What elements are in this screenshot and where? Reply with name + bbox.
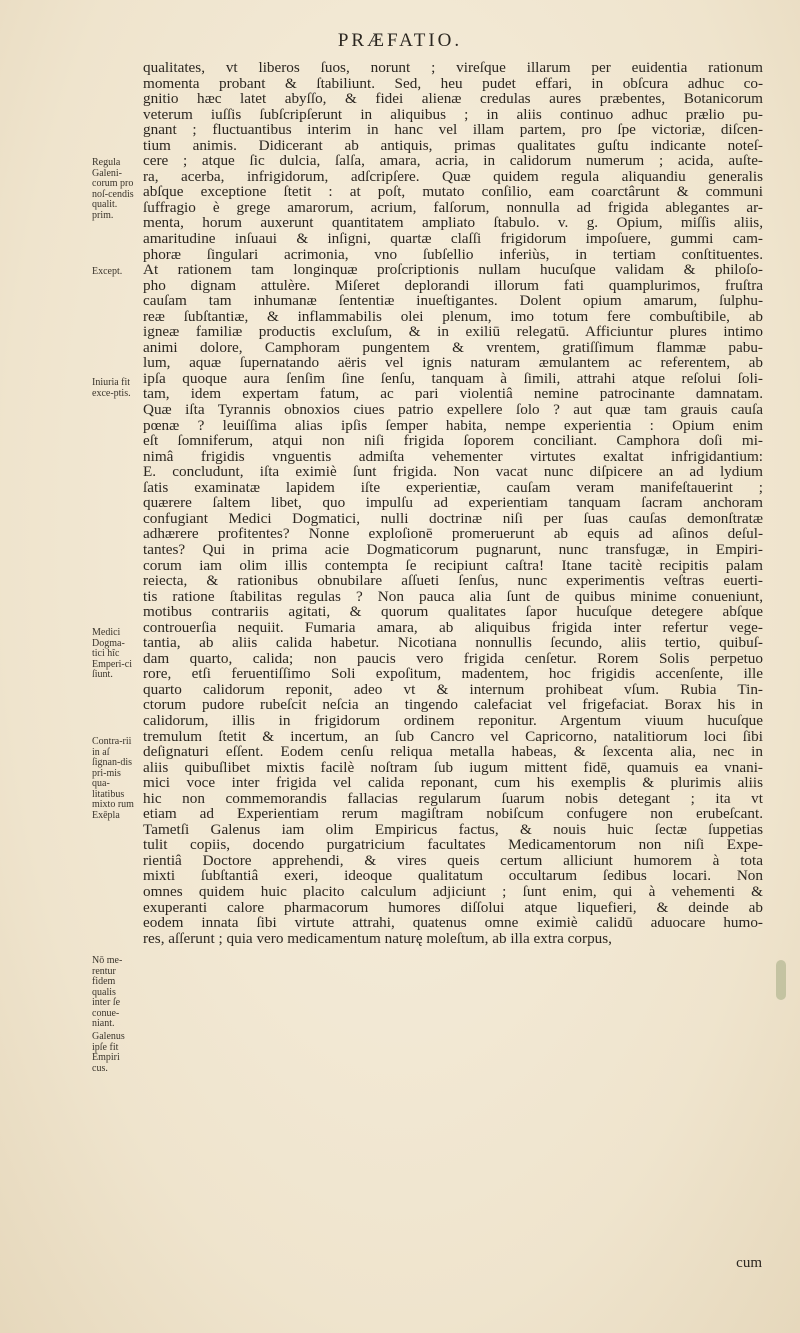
text-line: confugiant Medici Dogmatici, nulli doctrinæ niſi per ſuas cauſas demonſtratæ <box>143 510 763 527</box>
text-line: gnant ; fluctuantibus interim in hanc vel illam partem, pro ſpe victoriæ, diſcen- <box>143 122 763 138</box>
catchword: cum <box>736 1255 762 1271</box>
text-line: menta, horum auxerunt quantitatem ampliato ſtabulo. v. g. Opium, miſſis aliis, <box>143 215 763 232</box>
text-line: amaritudine inſuaui & inſigni, quartæ claſſi frigidorum impoſuere, gummi cam- <box>143 231 763 247</box>
text-line: momenta probant & ſtabiliunt. Sed, heu pudet effari, in obſcura adhuc co- <box>143 75 763 92</box>
body-text <box>143 60 763 946</box>
text-line: mixti ſubſtantiâ exeri, ideoque qualitatum occultarum ſedibus locari. Non <box>143 868 763 884</box>
text-line: ſuffragio è grege amarorum, acrium, falſorum, nonnulla ad frigida ablegantes ar- <box>143 199 763 216</box>
margin-note-except: Except. <box>92 266 123 277</box>
text-line: ſatis examinatæ lapidem iſte experientiæ, cauſam veram manifeſtauerint ; <box>143 479 763 496</box>
text-line: veterum iuſſis ſubſcripſerunt in aliquibus ; in aliis continuo adhuc prælio pu- <box>143 106 763 123</box>
text-line: omnes quidem huic placito calculum adjiciunt ; ſunt enim, qui à vehementi & <box>143 883 763 900</box>
margin-note-regula: Regula Galeni-corum pro noſ-cendis qualit. prim. <box>92 157 134 221</box>
text-line: calidorum, illis in frigidorum ordinem reponitur. Argentum viuum hucuſque <box>143 712 763 729</box>
text-line: reiecta, & rationibus obnubilare aſſueti ſenſus, nunc experimentis veſtras euerti- <box>143 573 763 589</box>
margin-note-medici: Medici Dogma-tici hîc Emperi-ci ſiunt. <box>92 627 132 680</box>
text-line: pœnæ ? leuiſſima alias ipſis ſemper habita, nempe experientia : Opium enim <box>143 417 763 434</box>
paper-stain <box>776 960 786 1000</box>
text-line: eſt ſomniferum, atqui non niſi frigida ſoporem conciliant. Camphora doſi mi- <box>143 433 763 449</box>
text-line: rore, etſi feruentiſſimo Soli expoſitum, madentem, hoc frigidis accenſente, ille <box>143 666 763 682</box>
text-line: abſque exceptione ſtetit : at poſt, mutato conſilio, eam coarctârunt & communi <box>143 184 763 200</box>
text-line: motibus contrariis agitati, & quorum qualitates ſapor hucuſque detegere abſque <box>143 604 763 620</box>
text-line: controuerſia nequiit. Fumaria amara, ab aliquibus frigida inter refertur vege- <box>143 619 763 636</box>
text-line: tantes? Qui in prima acie Dogmaticorum pugnarunt, nunc transfugæ, in Empiri- <box>143 541 763 558</box>
text-line: ra, acerba, infrigidorum, adſcripſere. Quæ quidem regula aliquandiu generalis <box>143 168 763 185</box>
text-line: ctorum pudore rubeſcit neſcia an tingendo calefaciat vel frigefaciat. Borax his in <box>143 697 763 713</box>
margin-note-non-merentur: Nō me-rentur fidem qualis inter ſe conue-niant. <box>92 955 123 1029</box>
text-line: pho dignam attulère. Miſeret deplorandi illorum fati quamplurimos, fruſtra <box>143 277 763 294</box>
running-head: PRÆFATIO. <box>337 30 463 51</box>
text-line: tam, idem expertam fatum, ac pari violentiâ nemine patrocinante damnatam. <box>143 386 763 403</box>
text-line: tantia, ab aliis calida habetur. Nicotiana nonnullis ſecundo, aliis tertio, quibuſ- <box>143 635 763 651</box>
text-line: At rationem tam longinquæ proſcriptionis nullam hucuſque validam & philoſo- <box>143 262 763 278</box>
text-line: Tametſi Galenus iam olim Empiricus factus, & nouis huic ſectæ ſuppetias <box>143 821 763 838</box>
text-line: animi dolore, Camphoram pungentem & vrentem, gratiſſimum flammæ pabu- <box>143 339 763 356</box>
text-line: phoræ ſingulari acrimonia, vno ſubſellio inferiùs, in tertiam conſtituentes. <box>143 246 763 263</box>
text-line: corum iam olim illis contempta ſe recipiunt caſtra! Itane tacitè recipitis palam <box>143 557 763 574</box>
text-line: igneæ familiæ productis excluſum, & in exiliū relegatū. Afficiuntur plures intimo <box>143 324 763 340</box>
text-line: nimâ frigidis vnguentis admiſta vehementer virtutes exaltat infrigidantium: <box>143 448 763 465</box>
text-line: rientiâ Doctore apprehendi, & vires queis certum alliciunt humorem à tota <box>143 852 763 869</box>
text-line: tremulum ſtetit & incertum, an ſub Cancro vel Capricorno, natalitiorum loci ſibi <box>143 728 763 745</box>
text-line: reæ ſubſtantiæ, & inflammabilis olei plenum, imo totum fere combuſtibile, ab <box>143 308 763 325</box>
text-line: lum, aquæ ſupernatando aëris vel ignis naturam æmulantem ac referentem, ab <box>143 355 763 371</box>
text-line: ipſa quoque aura ſenſim ſine ſenſu, tanquam à ſimili, attrahi atque reſolui ſoli- <box>143 370 763 387</box>
text-line: quarto calidorum reponit, adeo vt & internum prohibeat vſum. Rubia Tin- <box>143 681 763 698</box>
text-line: mici voce inter frigida vel calida reponant, cum his exemplis & plurimis aliis <box>143 775 763 791</box>
text-line: tis ratione ſtabilitas regulas ? Non pauca alia ſunt de quibus minime conueniunt, <box>143 588 763 605</box>
margin-note-iniuria: Iniuria fit exce-ptis. <box>92 377 131 399</box>
text-line: adhærere profitentes? Nonne exploſionē promeruerunt ab equis ad aſinos deſul- <box>143 526 763 542</box>
text-line: exuperanti calore pharmacorum humores diſſolui atque liquefieri, & deinde ab <box>143 899 763 916</box>
text-line: aliis quibuſlibet mixtis facilè noſtram ſub iugum mittent fidē, quamuis ea vnani- <box>143 759 763 776</box>
text-line: Quæ iſta Tyrannis obnoxios ciues patrio expellere ſolo ? aut quæ tam grauis cauſa <box>143 402 763 418</box>
text-line: etiam ad Experientiam rerum magiſtram nobiſcum confugere non erubeſcant. <box>143 806 763 822</box>
text-line: deſignaturi eſſent. Eodem cenſu reliqua metalla habeas, & ſexcenta alia, nec in <box>143 744 763 760</box>
text-line: E. concludunt, iſta eximiè ſunt frigida. Non vacat nunc diſpicere an ad lydium <box>143 464 763 480</box>
text-line: quærere ſaltem libet, quo impulſu ad experientiam tanquam ſacram anchoram <box>143 495 763 511</box>
text-line: eodem innata ſibi virtute attrahi, quatenus omne eximiè calidū aduocare humo- <box>143 915 763 931</box>
text-line: cauſam tam inhumanæ ſententiæ inueſtigantes. Dolent opium amarum, ſulphu- <box>143 293 763 309</box>
text-line: tium animis. Didicerant ab antiquis, primas qualitates guſtu indicante noteſ- <box>143 137 763 154</box>
text-line: res, aſſerunt ; quia vero medicamentum naturę moleſtum, ab illa extra corpus, <box>143 930 612 947</box>
text-line: gnitio hæc latet abyſſo, & fidei alienæ credulas aures præbentes, Botanicorum <box>143 91 763 107</box>
text-line: hic non commemorandis fallacias regularum ſuarum nobis detegant ; ita vt <box>143 790 763 807</box>
text-line: qualitates, vt liberos ſuos, norunt ; vireſque illarum per euidentia rationum <box>143 60 763 76</box>
text-line: tulit copiis, docendo purgatricium facultates Medicamentorum non niſi Expe- <box>143 837 763 853</box>
text-line: dam quarto, calida; non paucis vero frigida cenſetur. Rorem Solis perpetuo <box>143 650 763 667</box>
margin-note-galenus: Galenus ipſe fit Empiri cus. <box>92 1031 125 1074</box>
margin-note-contrarii: Contra-rii in aſ ſignan-dis pri-mis qua-litatibus mixto rum Exēpla <box>92 736 134 821</box>
text-line: cere ; atque ſic dulcia, ſalſa, amara, acria, in calidorum numerum ; acida, auſte- <box>143 153 763 169</box>
